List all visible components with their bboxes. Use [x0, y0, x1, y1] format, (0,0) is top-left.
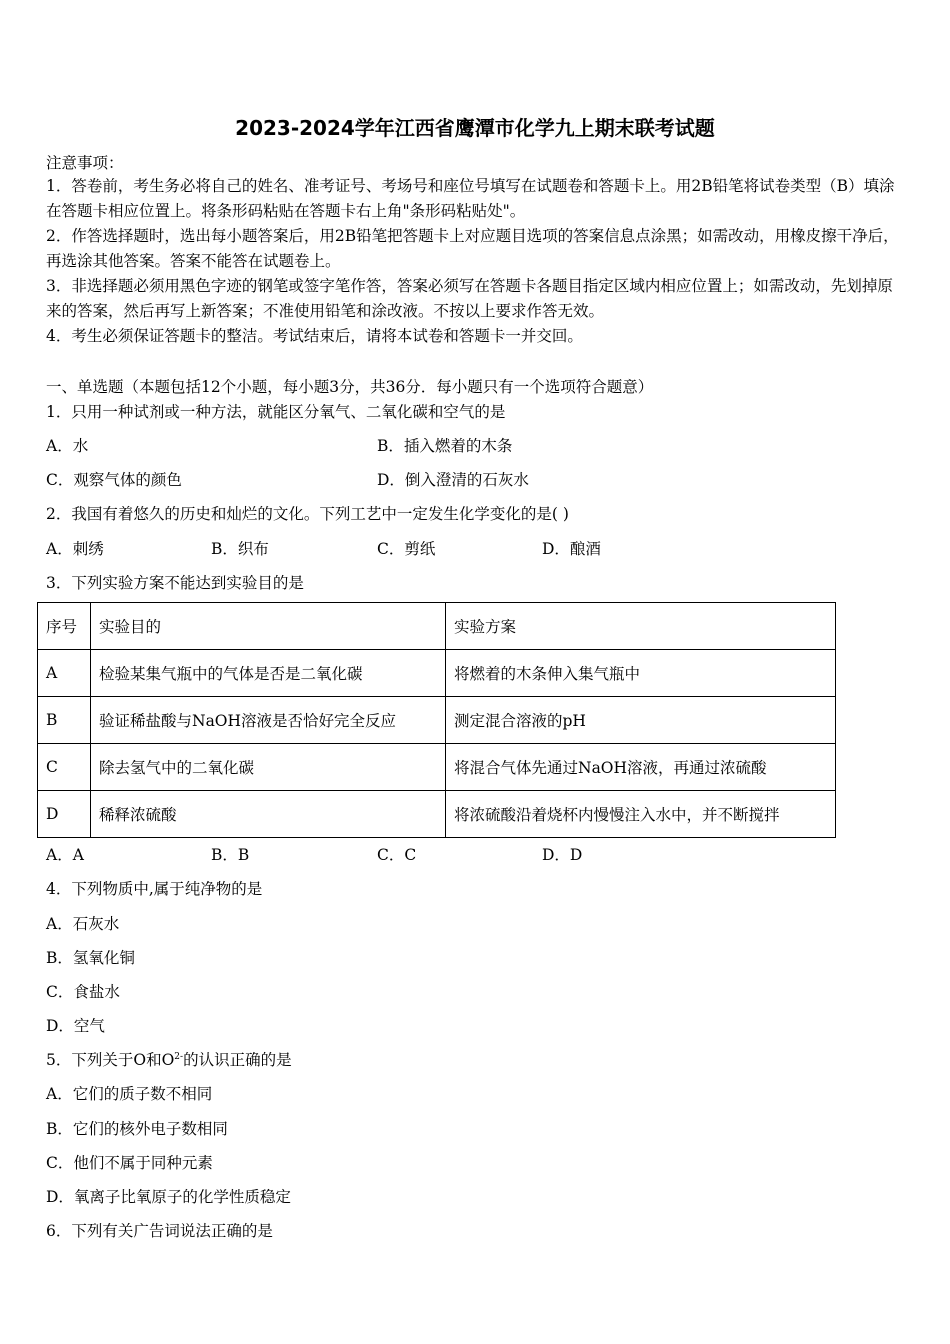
q5-option-d: D．氧离子比氧原子的化学性质稳定 [46, 1188, 291, 1206]
q1-stem: 1．只用一种试剂或一种方法，就能区分氧气、二氧化碳和空气的是 [46, 403, 506, 421]
table-header-cell: 实验方案 [446, 603, 836, 650]
section-heading: 一、单选题（本题包括12个小题，每小题3分，共36分．每小题只有一个选项符合题意） [46, 378, 654, 396]
table-cell: 测定混合溶液的pH [446, 697, 836, 744]
q3-table [37, 602, 836, 838]
q3-stem: 3．下列实验方案不能达到实验目的是 [46, 574, 304, 592]
q5-stem-charge: 2- [174, 1051, 184, 1062]
q6-stem: 6．下列有关广告词说法正确的是 [46, 1222, 273, 1240]
notice-item-3: 3．非选择题必须用黑色字迹的钢笔或签字笔作答，答案必须写在答题卡各题目指定区域内相应位置上；如需改动，先划掉原来的答案，然后再写上新答案；不准使用铅笔和涂改液。不按以上要求作答无效。 [46, 277, 893, 320]
table-cell: 稀释浓硫酸 [91, 791, 446, 838]
q5-option-c: C．他们不属于同种元素 [46, 1154, 213, 1172]
table-row [38, 744, 836, 791]
table-row [38, 650, 836, 697]
notice-heading: 注意事项： [46, 154, 124, 172]
q5-stem-text: 5．下列关于O和O [46, 1051, 175, 1069]
q3-option-d: D．D [542, 846, 583, 864]
q4-stem: 4．下列物质中,属于纯净物的是 [46, 880, 263, 898]
table-cell: 将混合气体先通过NaOH溶液，再通过浓硫酸 [446, 744, 836, 791]
table-cell: B [38, 697, 91, 744]
q2-option-a: A．刺绣 [46, 540, 104, 558]
q5-stem-text-end: 的认识正确的是 [183, 1051, 292, 1069]
notice-item-4: 4．考生必须保证答题卡的整洁。考试结束后，请将本试卷和答题卡一并交回。 [46, 327, 583, 345]
table-row [38, 791, 836, 838]
q1-option-d: D．倒入澄清的石灰水 [377, 471, 529, 489]
q4-option-b: B．氢氧化铜 [46, 949, 135, 967]
q4-option-a: A．石灰水 [46, 915, 120, 933]
q1-option-a: A．水 [46, 437, 89, 455]
table-cell: 验证稀盐酸与NaOH溶液是否恰好完全反应 [91, 697, 446, 744]
q5-option-b: B．它们的核外电子数相同 [46, 1120, 228, 1138]
table-cell: 将浓硫酸沿着烧杯内慢慢注入水中，并不断搅拌 [446, 791, 836, 838]
page-title: 2023-2024学年江西省鹰潭市化学九上期末联考试题 [235, 116, 715, 140]
q2-stem: 2．我国有着悠久的历史和灿烂的文化。下列工艺中一定发生化学变化的是( ) [46, 505, 569, 523]
q2-option-b: B．织布 [211, 540, 269, 558]
notice-item-1: 1．答卷前，考生务必将自己的姓名、准考证号、考场号和座位号填写在试题卷和答题卡上。用2B铅笔将试卷类型（B）填涂在答题卡相应位置上。将条形码粘贴在答题卡右上角"条形码粘贴处"。 [46, 177, 895, 220]
q3-option-a: A．A [46, 846, 84, 864]
q5-stem [46, 1048, 292, 1070]
q1-option-c: C．观察气体的颜色 [46, 471, 182, 489]
notice-item-2: 2．作答选择题时，选出每小题答案后，用2B铅笔把答题卡上对应题目选项的答案信息点涂黑；如需改动，用橡皮擦干净后，再选涂其他答案。答案不能答在试题卷上。 [46, 227, 899, 270]
q1-option-b: B．插入燃着的木条 [377, 437, 513, 455]
table-row [38, 697, 836, 744]
q2-option-c: C．剪纸 [377, 540, 436, 558]
table-cell: 除去氢气中的二氧化碳 [91, 744, 446, 791]
q5-option-a: A．它们的质子数不相同 [46, 1085, 213, 1103]
table-header-cell: 实验目的 [91, 603, 446, 650]
table-cell: C [38, 744, 91, 791]
q4-option-c: C．食盐水 [46, 983, 120, 1001]
q4-option-d: D．空气 [46, 1017, 105, 1035]
table-cell: D [38, 791, 91, 838]
table-cell: 将燃着的木条伸入集气瓶中 [446, 650, 836, 697]
q3-option-b: B．B [211, 846, 250, 864]
table-header-row [38, 603, 836, 650]
table-header-cell: 序号 [38, 603, 91, 650]
q2-option-d: D．酿酒 [542, 540, 601, 558]
q3-option-c: C．C [377, 846, 417, 864]
table-cell: A [38, 650, 91, 697]
table-cell: 检验某集气瓶中的气体是否是二氧化碳 [91, 650, 446, 697]
